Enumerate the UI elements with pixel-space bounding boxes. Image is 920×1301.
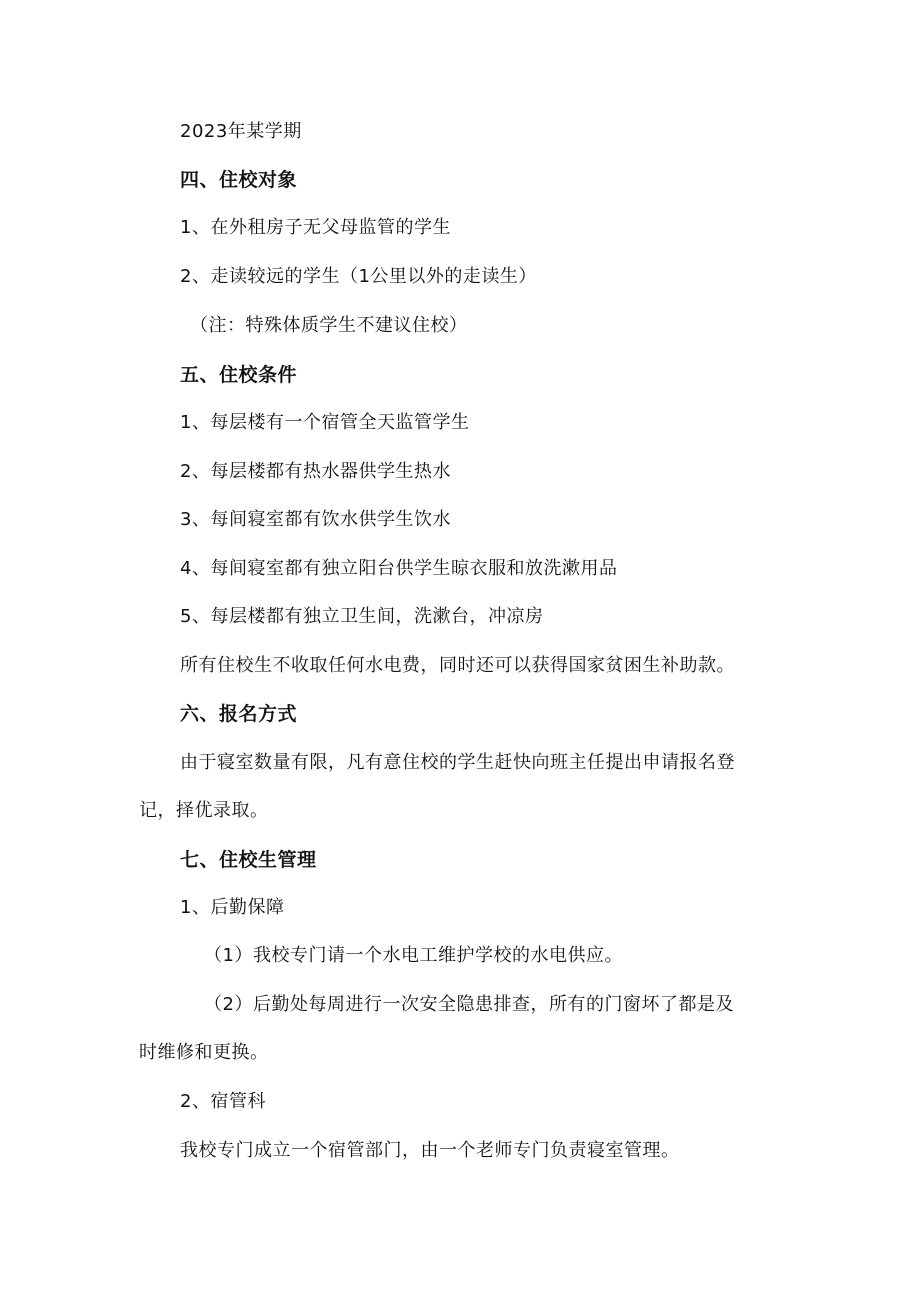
paragraph-line: 时维修和更换。 [139, 1042, 269, 1063]
paragraph-line: 所有住校生不收取任何水电费，同时还可以获得国家贫困生补助款。 [180, 655, 735, 676]
paragraph-line: 记，择优录取。 [139, 800, 269, 821]
list-item: 4、每间寝室都有独立阳台供学生晾衣服和放洗漱用品 [180, 558, 618, 579]
term-line: 2023年某学期 [180, 121, 302, 142]
sub-list-item: （2）后勤处每周进行一次安全隐患排查，所有的门窗坏了都是及 [204, 994, 734, 1015]
section-heading-boarding-targets: 四、住校对象 [180, 169, 298, 191]
list-item: 1、后勤保障 [180, 897, 285, 918]
list-item: 2、宿管科 [180, 1091, 266, 1112]
section-heading-boarding-conditions: 五、住校条件 [180, 364, 298, 386]
sub-list-item: （1）我校专门请一个水电工维护学校的水电供应。 [204, 945, 623, 966]
list-item: 2、走读较远的学生（1公里以外的走读生） [180, 266, 537, 287]
list-item: 1、在外租房子无父母监管的学生 [180, 217, 451, 238]
section-heading-boarder-management: 七、住校生管理 [180, 849, 317, 871]
section-heading-registration: 六、报名方式 [180, 703, 298, 725]
list-item: 3、每间寝室都有饮水供学生饮水 [180, 509, 451, 530]
list-item: 2、每层楼都有热水器供学生热水 [180, 461, 451, 482]
paragraph-line: 我校专门成立一个宿管部门，由一个老师专门负责寝室管理。 [180, 1140, 680, 1161]
list-item: 1、每层楼有一个宿管全天监管学生 [180, 412, 470, 433]
note-line: （注：特殊体质学生不建议住校） [190, 315, 468, 336]
list-item: 5、每层楼都有独立卫生间，洗漱台，冲凉房 [180, 606, 544, 627]
paragraph-line: 由于寝室数量有限，凡有意住校的学生赶快向班主任提出申请报名登 [180, 752, 735, 773]
